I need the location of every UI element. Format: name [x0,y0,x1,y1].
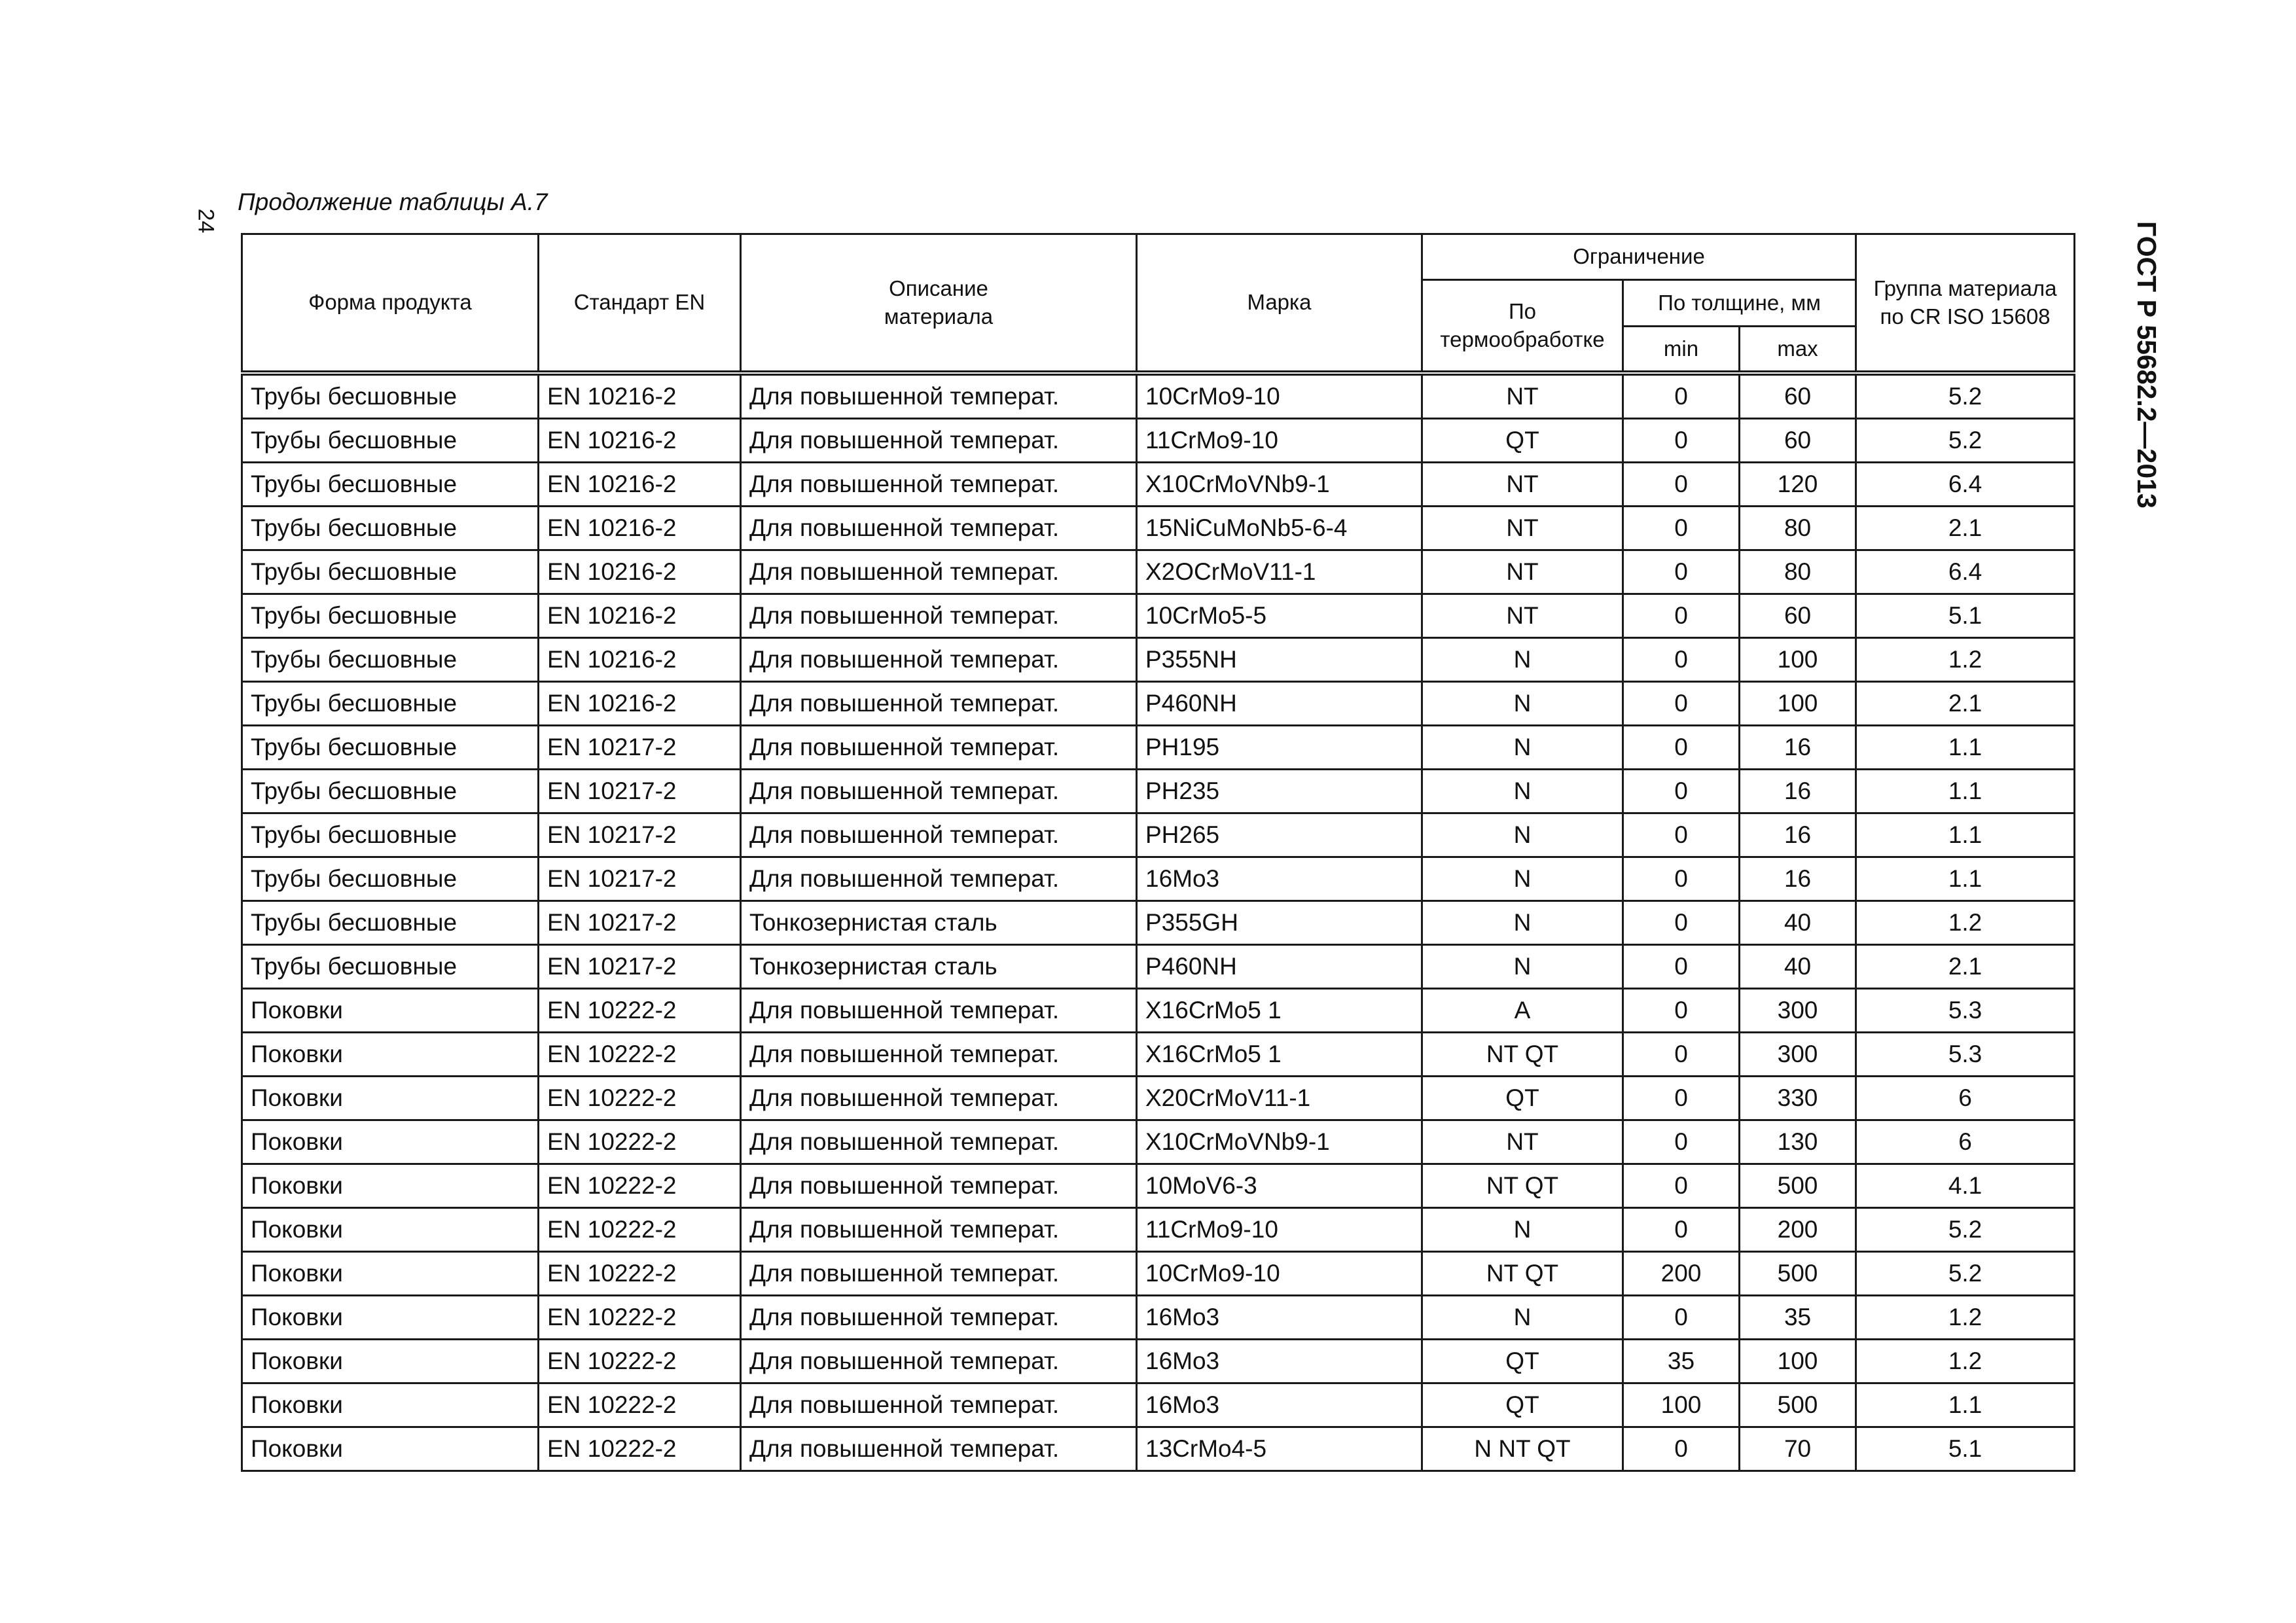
cell-thickness-min: 0 [1623,1077,1740,1120]
document-code: ГОСТ Р 55682.2—2013 [2132,221,2162,508]
cell-thickness-min: 0 [1623,813,1740,857]
cell-product-form: Трубы бесшовные [242,682,539,726]
table-row [242,1033,2075,1077]
table-continuation-caption: Продолжение таблицы А.7 [238,188,548,215]
cell-grade: 10MoV6-3 [1137,1164,1422,1208]
cell-thickness-min: 0 [1623,857,1740,901]
cell-grade: 16Mo3 [1137,1296,1422,1340]
table-row [242,1427,2075,1471]
cell-thickness-min: 0 [1623,594,1740,638]
cell-material-group: 6.4 [1856,463,2075,507]
cell-heat-treatment: QT [1422,1383,1623,1427]
cell-product-form: Трубы бесшовные [242,550,539,594]
cell-thickness-min: 100 [1623,1383,1740,1427]
cell-standard: EN 10216-2 [539,682,741,726]
cell-thickness-max: 60 [1740,419,1856,463]
cell-thickness-max: 300 [1740,989,1856,1033]
cell-grade: X16CrMo5 1 [1137,989,1422,1033]
table-row [242,682,2075,726]
cell-material-group: 5.2 [1856,373,2075,419]
cell-heat-treatment: NT QT [1422,1033,1623,1077]
cell-description: Для повышенной температ. [741,813,1137,857]
cell-description: Для повышенной температ. [741,1208,1137,1252]
cell-grade: 16Mo3 [1137,857,1422,901]
cell-heat-treatment: N [1422,1208,1623,1252]
table-row [242,638,2075,682]
cell-standard: EN 10222-2 [539,1164,741,1208]
cell-grade: X10CrMoVNb9-1 [1137,1120,1422,1164]
cell-standard: EN 10217-2 [539,901,741,945]
cell-thickness-max: 60 [1740,594,1856,638]
cell-material-group: 1.1 [1856,770,2075,813]
cell-product-form: Поковки [242,1427,539,1471]
table-body [242,373,2075,1471]
cell-description: Для повышенной температ. [741,1077,1137,1120]
cell-thickness-max: 16 [1740,857,1856,901]
cell-material-group: 2.1 [1856,945,2075,989]
cell-thickness-min: 0 [1623,550,1740,594]
cell-product-form: Трубы бесшовные [242,594,539,638]
cell-thickness-min: 0 [1623,638,1740,682]
cell-description: Для повышенной температ. [741,1296,1137,1340]
table-row [242,726,2075,770]
header-material-group: Группа материала по CR ISO 15608 [1856,234,2075,374]
cell-thickness-max: 60 [1740,373,1856,419]
cell-material-group: 1.1 [1856,813,2075,857]
cell-description: Для повышенной температ. [741,507,1137,550]
cell-thickness-max: 500 [1740,1252,1856,1296]
header-thickness: По толщине, мм [1623,280,1856,327]
cell-thickness-max: 130 [1740,1120,1856,1164]
cell-product-form: Поковки [242,1077,539,1120]
cell-description: Для повышенной температ. [741,1252,1137,1296]
cell-standard: EN 10222-2 [539,1208,741,1252]
cell-grade: 11CrMo9-10 [1137,419,1422,463]
cell-description: Для повышенной температ. [741,726,1137,770]
table-row [242,857,2075,901]
cell-product-form: Трубы бесшовные [242,945,539,989]
cell-thickness-max: 100 [1740,682,1856,726]
cell-description: Для повышенной температ. [741,989,1137,1033]
cell-thickness-max: 40 [1740,945,1856,989]
cell-standard: EN 10216-2 [539,507,741,550]
cell-description: Для повышенной температ. [741,770,1137,813]
cell-thickness-min: 0 [1623,726,1740,770]
cell-heat-treatment: A [1422,989,1623,1033]
cell-thickness-max: 80 [1740,550,1856,594]
cell-grade: PH235 [1137,770,1422,813]
cell-material-group: 5.3 [1856,989,2075,1033]
cell-thickness-min: 0 [1623,373,1740,419]
cell-thickness-min: 0 [1623,1427,1740,1471]
table-row [242,901,2075,945]
cell-heat-treatment: N [1422,901,1623,945]
cell-grade: X20CrMoV11-1 [1137,1077,1422,1120]
cell-heat-treatment: NT [1422,507,1623,550]
table-header [242,234,2075,374]
cell-material-group: 1.2 [1856,901,2075,945]
cell-description: Для повышенной температ. [741,1340,1137,1383]
cell-heat-treatment: N NT QT [1422,1427,1623,1471]
cell-description: Для повышенной температ. [741,1427,1137,1471]
header-standard: Стандарт EN [539,234,741,374]
cell-thickness-max: 16 [1740,813,1856,857]
table-row [242,594,2075,638]
table-row [242,1340,2075,1383]
header-grade: Марка [1137,234,1422,374]
cell-material-group: 6 [1856,1077,2075,1120]
cell-grade: P355NH [1137,638,1422,682]
cell-grade: PH195 [1137,726,1422,770]
cell-grade: 10CrMo9-10 [1137,1252,1422,1296]
header-restriction: Ограничение [1422,234,1856,280]
cell-material-group: 4.1 [1856,1164,2075,1208]
cell-thickness-min: 0 [1623,419,1740,463]
cell-material-group: 1.1 [1856,1383,2075,1427]
cell-thickness-min: 0 [1623,507,1740,550]
cell-material-group: 5.2 [1856,1208,2075,1252]
cell-grade: X10CrMoVNb9-1 [1137,463,1422,507]
cell-thickness-min: 200 [1623,1252,1740,1296]
header-min: min [1623,327,1740,374]
cell-standard: EN 10217-2 [539,813,741,857]
cell-thickness-max: 40 [1740,901,1856,945]
cell-thickness-max: 500 [1740,1383,1856,1427]
cell-description: Для повышенной температ. [741,857,1137,901]
cell-product-form: Трубы бесшовные [242,770,539,813]
table-row [242,1164,2075,1208]
cell-description: Тонкозернистая сталь [741,901,1137,945]
cell-thickness-min: 0 [1623,945,1740,989]
cell-product-form: Поковки [242,989,539,1033]
cell-thickness-max: 100 [1740,638,1856,682]
cell-grade: 10CrMo5-5 [1137,594,1422,638]
cell-thickness-min: 0 [1623,1033,1740,1077]
cell-grade: PH265 [1137,813,1422,857]
cell-thickness-min: 0 [1623,1120,1740,1164]
cell-description: Для повышенной температ. [741,638,1137,682]
cell-material-group: 1.1 [1856,726,2075,770]
cell-grade: 16Mo3 [1137,1383,1422,1427]
cell-product-form: Поковки [242,1296,539,1340]
table-row [242,1120,2075,1164]
cell-product-form: Трубы бесшовные [242,857,539,901]
cell-thickness-max: 120 [1740,463,1856,507]
header-heat-treatment: По термообработке [1422,280,1623,374]
cell-standard: EN 10216-2 [539,463,741,507]
table-row [242,770,2075,813]
cell-standard: EN 10217-2 [539,770,741,813]
cell-standard: EN 10222-2 [539,1120,741,1164]
cell-thickness-min: 0 [1623,1296,1740,1340]
cell-heat-treatment: QT [1422,1077,1623,1120]
cell-description: Для повышенной температ. [741,550,1137,594]
header-max: max [1740,327,1856,374]
cell-product-form: Трубы бесшовные [242,726,539,770]
cell-heat-treatment: QT [1422,419,1623,463]
cell-description: Для повышенной температ. [741,1033,1137,1077]
cell-heat-treatment: NT [1422,1120,1623,1164]
cell-product-form: Поковки [242,1252,539,1296]
table-row [242,1296,2075,1340]
cell-standard: EN 10222-2 [539,989,741,1033]
cell-heat-treatment: N [1422,770,1623,813]
cell-description: Для повышенной температ. [741,594,1137,638]
cell-heat-treatment: N [1422,682,1623,726]
cell-grade: P460NH [1137,682,1422,726]
cell-description: Для повышенной температ. [741,1164,1137,1208]
cell-material-group: 5.2 [1856,1252,2075,1296]
cell-standard: EN 10216-2 [539,373,741,419]
cell-description: Для повышенной температ. [741,419,1137,463]
cell-heat-treatment: NT QT [1422,1252,1623,1296]
cell-description: Для повышенной температ. [741,1120,1137,1164]
cell-product-form: Поковки [242,1340,539,1383]
cell-thickness-max: 500 [1740,1164,1856,1208]
table-row [242,813,2075,857]
cell-material-group: 2.1 [1856,682,2075,726]
cell-product-form: Поковки [242,1120,539,1164]
cell-standard: EN 10222-2 [539,1383,741,1427]
cell-grade: P355GH [1137,901,1422,945]
table-row [242,463,2075,507]
cell-product-form: Поковки [242,1208,539,1252]
table-row [242,989,2075,1033]
header-product-form: Форма продукта [242,234,539,374]
cell-product-form: Трубы бесшовные [242,373,539,419]
cell-material-group: 1.2 [1856,1340,2075,1383]
cell-description: Тонкозернистая сталь [741,945,1137,989]
table-row [242,507,2075,550]
cell-thickness-min: 0 [1623,1164,1740,1208]
cell-standard: EN 10222-2 [539,1252,741,1296]
cell-material-group: 5.2 [1856,419,2075,463]
cell-grade: P460NH [1137,945,1422,989]
cell-standard: EN 10216-2 [539,419,741,463]
cell-grade: X2OCrMoV11-1 [1137,550,1422,594]
cell-grade: 15NiCuMoNb5-6-4 [1137,507,1422,550]
cell-thickness-min: 35 [1623,1340,1740,1383]
cell-thickness-min: 0 [1623,1208,1740,1252]
cell-material-group: 6 [1856,1120,2075,1164]
cell-standard: EN 10216-2 [539,550,741,594]
cell-thickness-min: 0 [1623,901,1740,945]
cell-thickness-max: 330 [1740,1077,1856,1120]
cell-heat-treatment: QT [1422,1340,1623,1383]
cell-thickness-min: 0 [1623,989,1740,1033]
cell-product-form: Поковки [242,1164,539,1208]
cell-grade: 16Mo3 [1137,1340,1422,1383]
cell-thickness-min: 0 [1623,770,1740,813]
cell-grade: 11CrMo9-10 [1137,1208,1422,1252]
cell-heat-treatment: NT [1422,463,1623,507]
cell-standard: EN 10222-2 [539,1077,741,1120]
cell-material-group: 5.1 [1856,1427,2075,1471]
cell-thickness-max: 16 [1740,726,1856,770]
cell-heat-treatment: N [1422,857,1623,901]
table-row [242,419,2075,463]
table-row [242,945,2075,989]
cell-product-form: Трубы бесшовные [242,901,539,945]
cell-grade: 10CrMo9-10 [1137,373,1422,419]
cell-product-form: Трубы бесшовные [242,638,539,682]
cell-material-group: 1.2 [1856,1296,2075,1340]
cell-thickness-max: 80 [1740,507,1856,550]
cell-product-form: Трубы бесшовные [242,419,539,463]
cell-product-form: Поковки [242,1383,539,1427]
cell-standard: EN 10217-2 [539,945,741,989]
cell-material-group: 5.1 [1856,594,2075,638]
cell-thickness-max: 100 [1740,1340,1856,1383]
cell-product-form: Трубы бесшовные [242,813,539,857]
cell-description: Для повышенной температ. [741,373,1137,419]
cell-grade: 13CrMo4-5 [1137,1427,1422,1471]
cell-product-form: Поковки [242,1033,539,1077]
cell-material-group: 2.1 [1856,507,2075,550]
cell-description: Для повышенной температ. [741,1383,1137,1427]
cell-heat-treatment: N [1422,813,1623,857]
cell-description: Для повышенной температ. [741,463,1137,507]
cell-thickness-max: 70 [1740,1427,1856,1471]
cell-grade: X16CrMo5 1 [1137,1033,1422,1077]
table-row [242,550,2075,594]
table-row [242,373,2075,419]
cell-material-group: 1.2 [1856,638,2075,682]
cell-standard: EN 10216-2 [539,594,741,638]
table-row [242,1252,2075,1296]
cell-standard: EN 10216-2 [539,638,741,682]
cell-thickness-max: 300 [1740,1033,1856,1077]
table-row [242,1077,2075,1120]
cell-heat-treatment: N [1422,1296,1623,1340]
cell-material-group: 1.1 [1856,857,2075,901]
cell-product-form: Трубы бесшовные [242,507,539,550]
cell-heat-treatment: NT QT [1422,1164,1623,1208]
cell-heat-treatment: NT [1422,373,1623,419]
cell-standard: EN 10222-2 [539,1033,741,1077]
cell-heat-treatment: NT [1422,550,1623,594]
cell-standard: EN 10217-2 [539,726,741,770]
cell-description: Для повышенной температ. [741,682,1137,726]
cell-heat-treatment: N [1422,726,1623,770]
cell-standard: EN 10222-2 [539,1340,741,1383]
table-row [242,1383,2075,1427]
cell-heat-treatment: N [1422,945,1623,989]
cell-thickness-max: 35 [1740,1296,1856,1340]
page-number: 24 [193,208,219,234]
cell-product-form: Трубы бесшовные [242,463,539,507]
cell-thickness-min: 0 [1623,682,1740,726]
cell-standard: EN 10222-2 [539,1296,741,1340]
table-row [242,1208,2075,1252]
cell-material-group: 5.3 [1856,1033,2075,1077]
materials-table [241,233,2075,1472]
cell-heat-treatment: N [1422,638,1623,682]
cell-thickness-min: 0 [1623,463,1740,507]
header-description: Описание материала [741,234,1137,374]
cell-material-group: 6.4 [1856,550,2075,594]
cell-thickness-max: 16 [1740,770,1856,813]
cell-thickness-max: 200 [1740,1208,1856,1252]
cell-heat-treatment: NT [1422,594,1623,638]
cell-standard: EN 10222-2 [539,1427,741,1471]
cell-standard: EN 10217-2 [539,857,741,901]
